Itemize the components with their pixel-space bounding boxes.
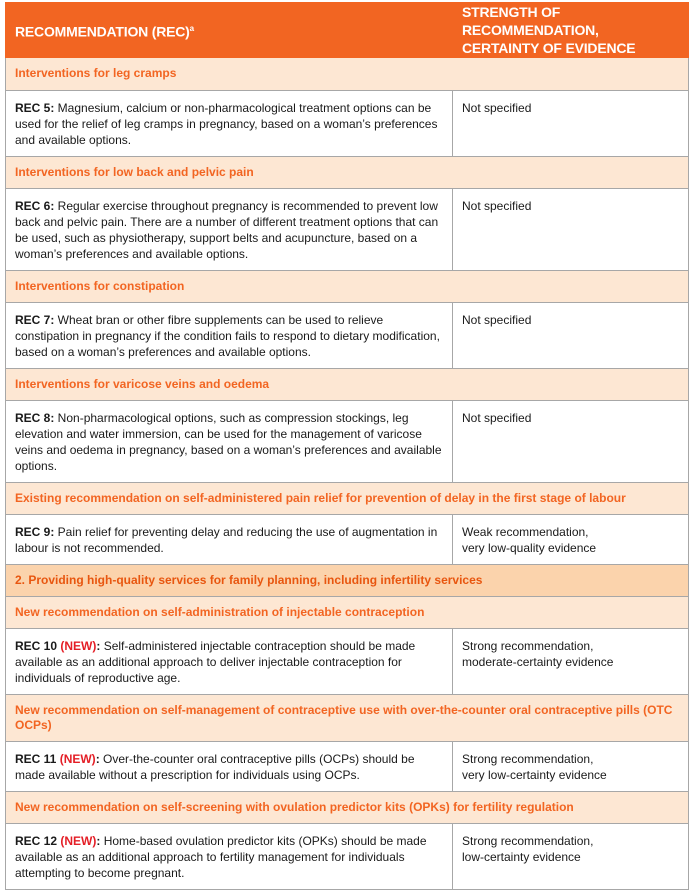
strength-line: Strong recommendation, (462, 834, 594, 848)
section-row (6, 792, 689, 824)
section-existing-pain-relief: Existing recommendation on self-administered pain relief for prevention of delay in the first stage of labour (6, 483, 689, 515)
rec-label: REC 10 (15, 639, 58, 653)
table-row (6, 824, 689, 890)
rec-8-strength: Not specified (453, 401, 689, 483)
table-row (6, 742, 689, 792)
main-section-row (6, 565, 689, 597)
rec-label: REC 9: (15, 525, 55, 539)
rec-body: Pain relief for preventing delay and reducing the use of augmentation in labour is not recommended. (15, 525, 438, 555)
header-recommendation-label: RECOMMENDATION (REC) (15, 23, 190, 40)
rec-label: REC 8: (15, 411, 55, 425)
rec-body: Home-based ovulation predictor kits (OPKs) should be made available as an additional approach to fertility management for individuals attempting to become pregnant. (15, 834, 427, 880)
rec-colon: : (96, 834, 101, 848)
evidence-line: low-certainty evidence (462, 850, 581, 864)
rec-body: Non-pharmacological options, such as compression stockings, leg elevation and water immersion, can be used for the management of varicose veins and oedema in pregnancy, based on a woman’s preferences and available options. (15, 411, 442, 473)
strength-line: Weak recommendation, (462, 525, 589, 539)
rec-9-strength (453, 515, 689, 565)
section-row (6, 157, 689, 189)
section-injectable: New recommendation on self-administration of injectable contraception (6, 597, 689, 629)
new-badge: (NEW) (57, 639, 97, 653)
table-row (6, 515, 689, 565)
rec-11-strength (453, 742, 689, 792)
section-leg-cramps: Interventions for leg cramps (6, 58, 689, 91)
rec-10-strength (453, 629, 689, 695)
rec-body: Regular exercise throughout pregnancy is recommended to prevent low back and pelvic pain. There are a number of different treatment options that can be used, such as physiotherapy, support belts and acupuncture, based on a woman’s preferences and available options. (15, 199, 439, 261)
table-row (6, 401, 689, 483)
section-row (6, 271, 689, 303)
rec-5-text (6, 91, 453, 157)
rec-7-strength: Not specified (453, 303, 689, 369)
rec-colon: : (96, 639, 101, 653)
section-row (6, 695, 689, 742)
rec-colon: : (95, 752, 100, 766)
rec-label: REC 7: (15, 313, 55, 327)
section-constipation: Interventions for constipation (6, 271, 689, 303)
table-row (6, 91, 689, 157)
rec-body: Self-administered injectable contraception should be made available as an additional approach to deliver injectable contraception for individuals of reproductive age. (15, 639, 416, 685)
section-row (6, 369, 689, 401)
rec-12-strength (453, 824, 689, 890)
evidence-line: moderate-certainty evidence (462, 655, 614, 669)
strength-line: Strong recommendation, (462, 752, 594, 766)
section-row (6, 597, 689, 629)
rec-12-text (6, 824, 453, 890)
rec-body: Wheat bran or other fibre supplements can be used to relieve constipation in pregnancy if the condition fails to respond to dietary modification, based on a woman’s preferences and available options. (15, 313, 440, 359)
section-family-planning: 2. Providing high-quality services for family planning, including infertility services (6, 565, 689, 597)
header-recommendation (6, 3, 453, 58)
section-back-pain: Interventions for low back and pelvic pain (6, 157, 689, 189)
section-row (6, 58, 689, 91)
rec-label: REC 5: (15, 101, 55, 115)
rec-body: Magnesium, calcium or non-pharmacological treatment options can be used for the relief of leg cramps in pregnancy, based on a woman’s preferences and available options. (15, 101, 438, 147)
rec-9-text (6, 515, 453, 565)
new-badge: (NEW) (57, 834, 97, 848)
rec-10-text (6, 629, 453, 695)
rec-label: REC 6: (15, 199, 55, 213)
rec-6-strength: Not specified (453, 189, 689, 271)
footnote-marker: a (189, 23, 194, 33)
rec-6-text (6, 189, 453, 271)
section-opk: New recommendation on self-screening with ovulation predictor kits (OPKs) for fertility regulation (6, 792, 689, 824)
rec-body: Over-the-counter oral contraceptive pills (OCPs) should be made available without a prescription for individuals using OCPs. (15, 752, 415, 782)
rec-label: REC 12 (15, 834, 58, 848)
table-row (6, 629, 689, 695)
rec-11-text (6, 742, 453, 792)
table-row (6, 189, 689, 271)
new-badge: (NEW) (56, 752, 96, 766)
strength-line: Strong recommendation, (462, 639, 594, 653)
evidence-line: very low-quality evidence (462, 541, 597, 555)
header-strength: STRENGTH OF RECOMMENDATION, CERTAINTY OF EVIDENCE (453, 3, 689, 58)
rec-7-text (6, 303, 453, 369)
rec-label: REC 11 (15, 752, 57, 766)
section-row (6, 483, 689, 515)
recommendations-table (5, 2, 689, 890)
section-otc-ocps: New recommendation on self-management of contraceptive use with over-the-counter oral contraceptive pills (OTC OCPs) (6, 695, 689, 742)
rec-5-strength: Not specified (453, 91, 689, 157)
table-row (6, 303, 689, 369)
rec-8-text (6, 401, 453, 483)
section-varicose: Interventions for varicose veins and oedema (6, 369, 689, 401)
table-header (6, 3, 689, 58)
evidence-line: very low-certainty evidence (462, 768, 607, 782)
